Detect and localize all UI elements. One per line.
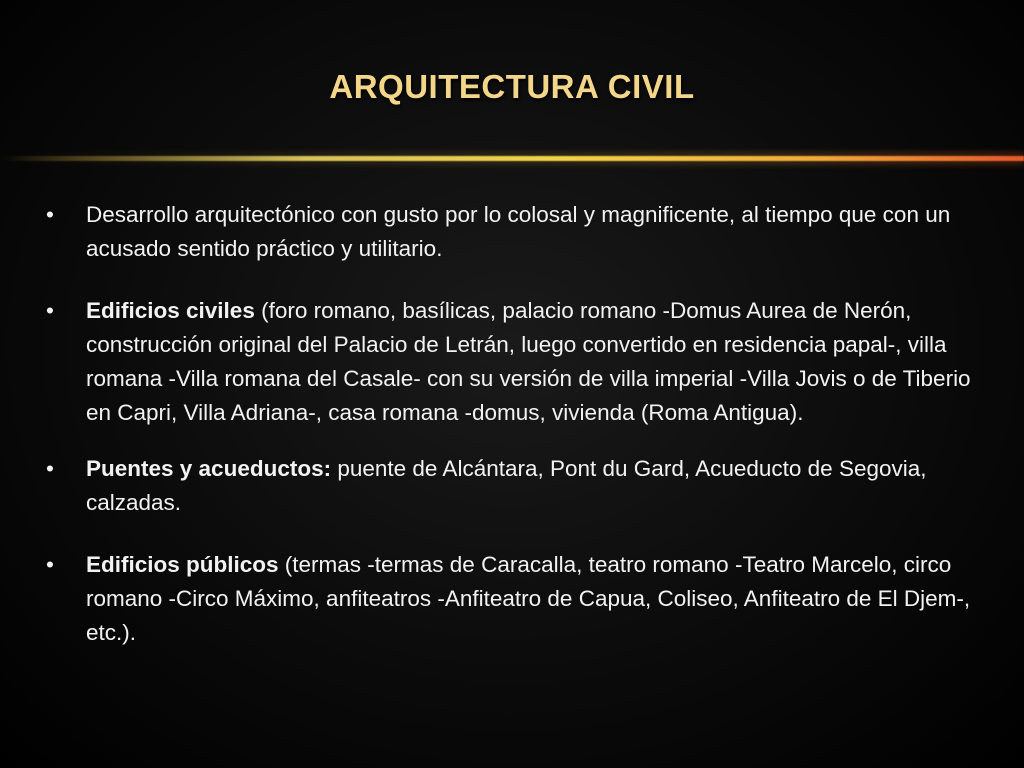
bullet-dot: •: [46, 456, 54, 481]
bullet-item-edificios-civiles: [44, 294, 974, 430]
bullet-text: (termas -termas de Caracalla, teatro romano -Teatro Marcelo, circo romano -Circo Máximo, anfiteatros -Anfiteatro de Capua, Coliseo, Anfiteatro de El Djem-, etc.).: [86, 552, 971, 645]
bullet-dot: •: [46, 298, 54, 323]
bullet-dot: •: [46, 552, 54, 577]
bullet-item-puentes: [44, 452, 974, 520]
bullet-text: Desarrollo arquitectónico con gusto por lo colosal y magnificente, al tiempo que con un acusado sentido práctico y utilitario.: [86, 202, 951, 261]
bullet-item-edificios-publicos: [44, 548, 974, 650]
slide-title: ARQUITECTURA CIVIL: [329, 68, 695, 105]
bullet-bold-text: Puentes y acueductos:: [86, 456, 332, 481]
bullet-bold-text: Edificios civiles: [86, 298, 255, 323]
bullet-item-desarrollo: [44, 198, 974, 266]
bullet-list: [44, 198, 974, 678]
bullet-dot: •: [46, 202, 54, 227]
bullet-bold-text: Edificios públicos: [86, 552, 279, 577]
bullet-text: puente de Alcántara, Pont du Gard, Acueducto de Segovia, calzadas.: [86, 456, 927, 515]
bullet-text: (foro romano, basílicas, palacio romano -Domus Aurea de Nerón, construcción original del Palacio de Letrán, luego convertido en residencia papal-, villa romana -Villa romana del Casale- con su versión de villa imperial -Villa Jovis o de Tiberio en Capri, Villa Adriana-, casa romana -domus, vivienda (Roma Antigua).: [86, 298, 971, 425]
title-underline: [0, 156, 1024, 161]
